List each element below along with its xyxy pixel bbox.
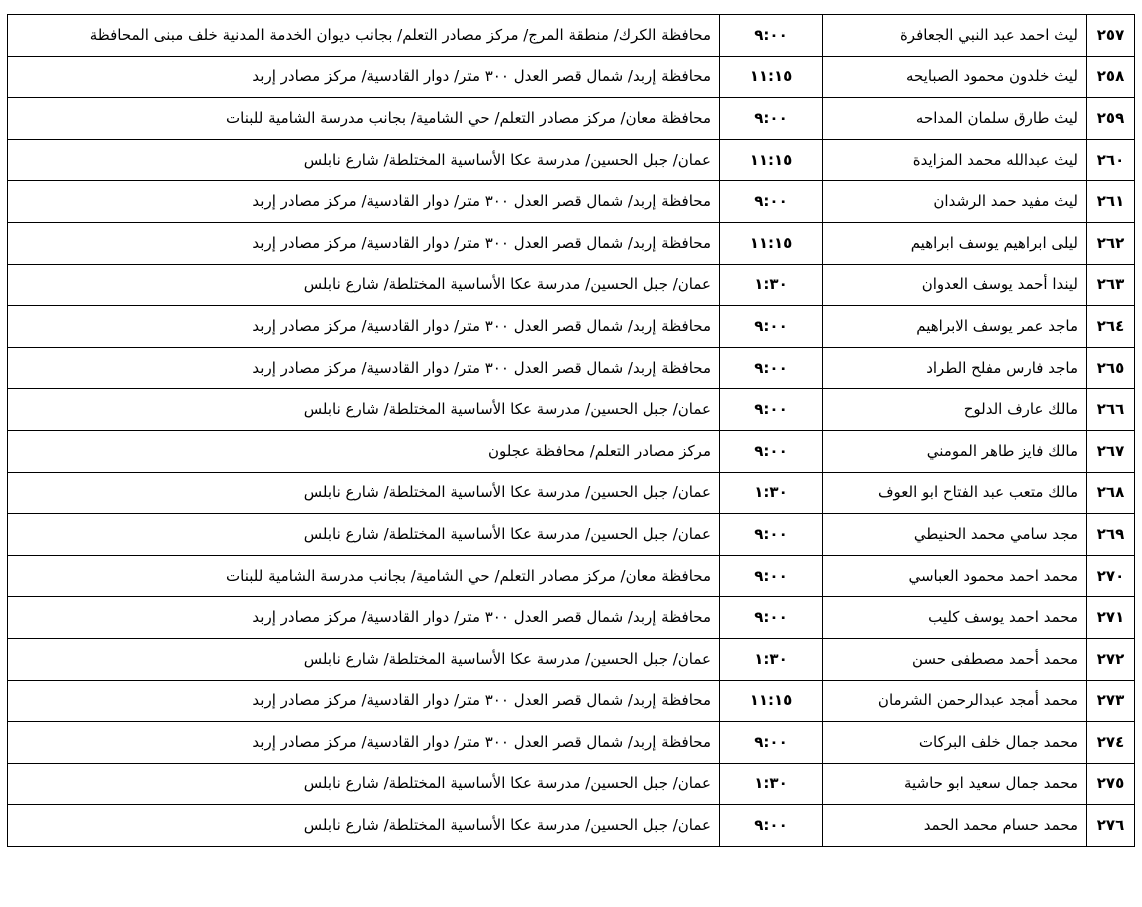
table-row	[8, 389, 1135, 431]
student-name-cell: محمد احمد يوسف كليب	[823, 597, 1087, 639]
row-number-cell: ٢٧٢	[1087, 638, 1135, 680]
row-number-cell: ٢٦٤	[1087, 306, 1135, 348]
exam-location-cell: محافظة معان/ مركز مصادر التعلم/ حي الشامية/ بجانب مدرسة الشامية للبنات	[8, 98, 720, 140]
student-name-cell: مالك عارف الدلوح	[823, 389, 1087, 431]
student-name-cell: محمد احمد محمود العباسي	[823, 555, 1087, 597]
row-number-cell: ٢٦٢	[1087, 222, 1135, 264]
exam-time-cell: ٩:٠٠	[720, 722, 823, 764]
row-number-cell: ٢٧٥	[1087, 763, 1135, 805]
exam-schedule-table	[7, 14, 1135, 847]
table-row	[8, 264, 1135, 306]
row-number-cell: ٢٧٤	[1087, 722, 1135, 764]
exam-time-cell: ١١:١٥	[720, 56, 823, 98]
table-row	[8, 472, 1135, 514]
student-name-cell: ليث احمد عبد النبي الجعافرة	[823, 15, 1087, 57]
student-name-cell: ليلى ابراهيم يوسف ابراهيم	[823, 222, 1087, 264]
row-number-cell: ٢٦١	[1087, 181, 1135, 223]
student-name-cell: ليث طارق سلمان المداحه	[823, 98, 1087, 140]
table-row	[8, 347, 1135, 389]
row-number-cell: ٢٦٣	[1087, 264, 1135, 306]
exam-time-cell: ٩:٠٠	[720, 597, 823, 639]
exam-time-cell: ٩:٠٠	[720, 347, 823, 389]
exam-location-cell: عمان/ جبل الحسين/ مدرسة عكا الأساسية المختلطة/ شارع نابلس	[8, 472, 720, 514]
student-name-cell: ليث مفيد حمد الرشدان	[823, 181, 1087, 223]
exam-location-cell: محافظة إربد/ شمال قصر العدل ٣٠٠ متر/ دوار القادسية/ مركز مصادر إربد	[8, 680, 720, 722]
table-row	[8, 638, 1135, 680]
exam-time-cell: ١:٣٠	[720, 763, 823, 805]
student-name-cell: ليث عبدالله محمد المزايدة	[823, 139, 1087, 181]
exam-time-cell: ١١:١٥	[720, 139, 823, 181]
exam-location-cell: عمان/ جبل الحسين/ مدرسة عكا الأساسية المختلطة/ شارع نابلس	[8, 638, 720, 680]
row-number-cell: ٢٦٦	[1087, 389, 1135, 431]
student-name-cell: محمد حسام محمد الحمد	[823, 805, 1087, 847]
exam-location-cell: عمان/ جبل الحسين/ مدرسة عكا الأساسية المختلطة/ شارع نابلس	[8, 514, 720, 556]
exam-time-cell: ١:٣٠	[720, 638, 823, 680]
table-row	[8, 722, 1135, 764]
exam-location-cell: محافظة إربد/ شمال قصر العدل ٣٠٠ متر/ دوار القادسية/ مركز مصادر إربد	[8, 222, 720, 264]
exam-location-cell: عمان/ جبل الحسين/ مدرسة عكا الأساسية المختلطة/ شارع نابلس	[8, 805, 720, 847]
exam-time-cell: ٩:٠٠	[720, 98, 823, 140]
row-number-cell: ٢٦٠	[1087, 139, 1135, 181]
table-row	[8, 430, 1135, 472]
student-name-cell: مالك فايز طاهر المومني	[823, 430, 1087, 472]
student-name-cell: محمد أمجد عبدالرحمن الشرمان	[823, 680, 1087, 722]
exam-location-cell: محافظة إربد/ شمال قصر العدل ٣٠٠ متر/ دوار القادسية/ مركز مصادر إربد	[8, 306, 720, 348]
student-name-cell: ليث خلدون محمود الصبايحه	[823, 56, 1087, 98]
exam-time-cell: ٩:٠٠	[720, 181, 823, 223]
row-number-cell: ٢٦٥	[1087, 347, 1135, 389]
exam-location-cell: عمان/ جبل الحسين/ مدرسة عكا الأساسية المختلطة/ شارع نابلس	[8, 139, 720, 181]
student-name-cell: ماجد عمر يوسف الابراهيم	[823, 306, 1087, 348]
exam-location-cell: عمان/ جبل الحسين/ مدرسة عكا الأساسية المختلطة/ شارع نابلس	[8, 763, 720, 805]
exam-time-cell: ٩:٠٠	[720, 15, 823, 57]
student-name-cell: محمد جمال خلف البركات	[823, 722, 1087, 764]
student-name-cell: ماجد فارس مفلح الطراد	[823, 347, 1087, 389]
exam-time-cell: ١:٣٠	[720, 472, 823, 514]
exam-time-cell: ١:٣٠	[720, 264, 823, 306]
table-row	[8, 56, 1135, 98]
exam-location-cell: محافظة إربد/ شمال قصر العدل ٣٠٠ متر/ دوار القادسية/ مركز مصادر إربد	[8, 347, 720, 389]
exam-time-cell: ١١:١٥	[720, 680, 823, 722]
exam-time-cell: ٩:٠٠	[720, 514, 823, 556]
table-row	[8, 139, 1135, 181]
row-number-cell: ٢٧٦	[1087, 805, 1135, 847]
exam-location-cell: محافظة إربد/ شمال قصر العدل ٣٠٠ متر/ دوار القادسية/ مركز مصادر إربد	[8, 181, 720, 223]
table-row	[8, 222, 1135, 264]
row-number-cell: ٢٥٨	[1087, 56, 1135, 98]
exam-time-cell: ١١:١٥	[720, 222, 823, 264]
exam-time-cell: ٩:٠٠	[720, 805, 823, 847]
exam-location-cell: مركز مصادر التعلم/ محافظة عجلون	[8, 430, 720, 472]
table-row	[8, 763, 1135, 805]
table-row	[8, 181, 1135, 223]
row-number-cell: ٢٦٨	[1087, 472, 1135, 514]
row-number-cell: ٢٥٩	[1087, 98, 1135, 140]
exam-time-cell: ٩:٠٠	[720, 555, 823, 597]
table-row	[8, 555, 1135, 597]
exam-location-cell: عمان/ جبل الحسين/ مدرسة عكا الأساسية المختلطة/ شارع نابلس	[8, 389, 720, 431]
row-number-cell: ٢٧٠	[1087, 555, 1135, 597]
student-name-cell: مجد سامي محمد الحنيطي	[823, 514, 1087, 556]
table-row	[8, 98, 1135, 140]
table-row	[8, 15, 1135, 57]
row-number-cell: ٢٥٧	[1087, 15, 1135, 57]
exam-location-cell: محافظة معان/ مركز مصادر التعلم/ حي الشامية/ بجانب مدرسة الشامية للبنات	[8, 555, 720, 597]
table-row	[8, 306, 1135, 348]
exam-location-cell: محافظة إربد/ شمال قصر العدل ٣٠٠ متر/ دوار القادسية/ مركز مصادر إربد	[8, 597, 720, 639]
exam-time-cell: ٩:٠٠	[720, 389, 823, 431]
row-number-cell: ٢٦٧	[1087, 430, 1135, 472]
exam-time-cell: ٩:٠٠	[720, 306, 823, 348]
row-number-cell: ٢٦٩	[1087, 514, 1135, 556]
table-row	[8, 597, 1135, 639]
exam-location-cell: محافظة إربد/ شمال قصر العدل ٣٠٠ متر/ دوار القادسية/ مركز مصادر إربد	[8, 56, 720, 98]
student-name-cell: ليندا أحمد يوسف العدوان	[823, 264, 1087, 306]
exam-time-cell: ٩:٠٠	[720, 430, 823, 472]
student-name-cell: محمد أحمد مصطفى حسن	[823, 638, 1087, 680]
table-row	[8, 680, 1135, 722]
table-row	[8, 805, 1135, 847]
exam-location-cell: محافظة الكرك/ منطقة المرج/ مركز مصادر التعلم/ بجانب ديوان الخدمة المدنية خلف مبنى المحافظة	[8, 15, 720, 57]
student-name-cell: محمد جمال سعيد ابو حاشية	[823, 763, 1087, 805]
exam-location-cell: محافظة إربد/ شمال قصر العدل ٣٠٠ متر/ دوار القادسية/ مركز مصادر إربد	[8, 722, 720, 764]
row-number-cell: ٢٧٣	[1087, 680, 1135, 722]
table-row	[8, 514, 1135, 556]
student-name-cell: مالك متعب عبد الفتاح ابو العوف	[823, 472, 1087, 514]
exam-location-cell: عمان/ جبل الحسين/ مدرسة عكا الأساسية المختلطة/ شارع نابلس	[8, 264, 720, 306]
row-number-cell: ٢٧١	[1087, 597, 1135, 639]
table-body	[8, 15, 1135, 847]
